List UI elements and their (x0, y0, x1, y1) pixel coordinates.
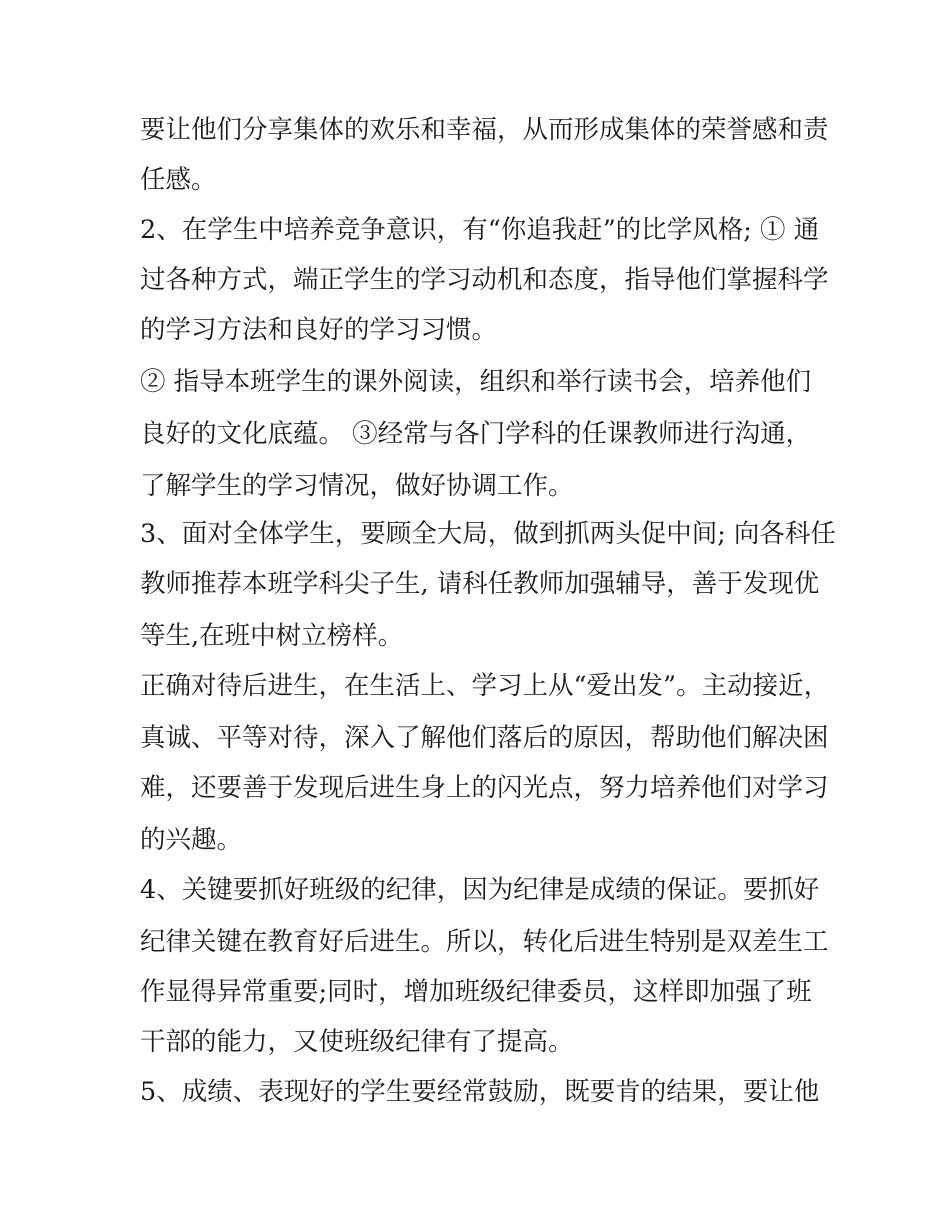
text-line: 干部的能力，又使班级纪律有了提高。 (140, 1027, 574, 1057)
text-line: 正确对待后进生，在生活上、学习上从“爱出发”。主动接近， (140, 671, 830, 701)
text-line: 真诚、平等对待，深入了解他们落后的原因，帮助他们解决困 (140, 723, 829, 753)
text-line: 作显得异常重要;同时，增加班级纪律委员，这样即加强了班 (140, 977, 812, 1007)
text-line: 任感。 (140, 165, 217, 195)
text-line: 良好的文化底蕴。 ③经常与各门学科的任课教师进行沟通， (140, 419, 812, 449)
text-line: 等生,在班中树立榜样。 (140, 621, 404, 651)
text-line: 4、关键要抓好班级的纪律，因为纪律是成绩的保证。要抓好 (140, 875, 820, 905)
text-line: 难，还要善于发现后进生身上的闪光点，努力培养他们对学习 (140, 773, 829, 803)
text-line: 5、成绩、表现好的学生要经常鼓励，既要肯的结果，要让他 (140, 1077, 820, 1107)
text-line: 过各种方式，端正学生的学习动机和态度，指导他们掌握科学 (140, 265, 829, 295)
text-line: 要让他们分享集体的欢乐和幸福，从而形成集体的荣誉感和责 (140, 115, 829, 145)
text-line: 教师推荐本班学科尖子生, 请科任教师加强辅导，善于发现优 (140, 569, 820, 599)
text-line: ② 指导本班学生的课外阅读，组织和举行读书会，培养他们 (140, 367, 812, 397)
text-line: 2、在学生中培养竞争意识，有“你追我赶”的比学风格; ① 通 (140, 215, 820, 245)
text-line: 纪律关键在教育好后进生。所以，转化后进生特别是双差生工 (140, 927, 829, 957)
text-line: 了解学生的学习情况，做好协调工作。 (140, 471, 574, 501)
text-line: 3、面对全体学生，要顾全大局，做到抓两头促中间; 向各科任 (140, 519, 836, 549)
text-line: 的学习方法和良好的学习习惯。 (140, 315, 498, 345)
text-line: 的兴趣。 (140, 825, 243, 855)
